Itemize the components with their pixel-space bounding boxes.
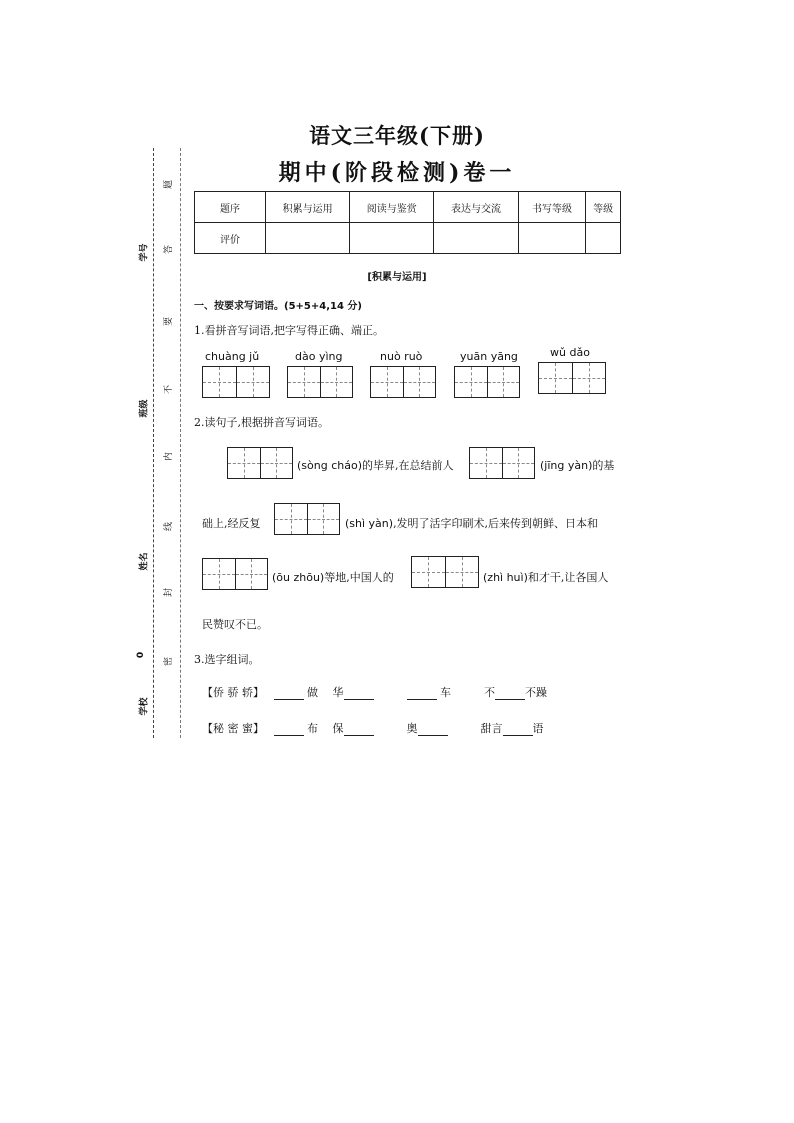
score-col-header: 题序	[195, 192, 266, 223]
sentence-pinyin: (sòng cháo)	[297, 459, 362, 472]
section-tag: [积累与运用]	[367, 272, 427, 283]
seal-char: 密	[164, 656, 175, 667]
group-item: 语	[532, 722, 544, 735]
answer-blank[interactable]	[344, 724, 374, 736]
answer-blank[interactable]	[274, 724, 304, 736]
name-label: 姓名	[139, 552, 150, 571]
score-cell[interactable]	[586, 223, 621, 254]
group-item: 不躁	[525, 686, 547, 699]
answer-blank[interactable]	[274, 688, 304, 700]
question-heading: 一、按要求写词语。(5+5+4,14 分)	[194, 301, 362, 312]
score-row-label: 评价	[195, 223, 266, 254]
sentence-text: 和才干,让各国人	[527, 571, 609, 584]
group-item: 车	[440, 686, 451, 699]
answer-blank[interactable]	[503, 724, 533, 736]
sentence-line-1b	[540, 457, 614, 473]
writing-grid[interactable]	[274, 503, 340, 535]
group-item: 做	[307, 686, 318, 699]
writing-grid[interactable]	[287, 366, 353, 398]
score-col-header: 表达与交流	[434, 192, 518, 223]
score-col-header: 书写等级	[518, 192, 586, 223]
group-item: 布	[307, 722, 318, 735]
group-label: 【秘 密 蜜】	[202, 722, 264, 735]
sentence-pinyin: (ōu zhōu)	[272, 571, 325, 584]
pinyin-label: yuān yāng	[460, 350, 518, 363]
score-cell[interactable]	[350, 223, 434, 254]
writing-grid[interactable]	[538, 362, 606, 394]
word-group-1	[202, 684, 547, 700]
group-item: 保	[332, 722, 344, 735]
pinyin-label: chuàng jǔ	[205, 350, 260, 363]
answer-blank[interactable]	[344, 688, 374, 700]
writing-grid[interactable]	[411, 556, 479, 588]
seal-char: 线	[164, 521, 175, 532]
sentence-line-3b	[483, 569, 608, 585]
class-label: 班级	[139, 399, 150, 418]
writing-grid[interactable]	[454, 366, 520, 398]
sentence-text: 的基	[592, 459, 615, 472]
score-col-header: 等级	[586, 192, 621, 223]
student-id-label: 学号	[139, 243, 150, 262]
group-label: 【侨 骄 轿】	[202, 686, 264, 699]
writing-grid[interactable]	[202, 558, 268, 590]
pinyin-label: dào yìng	[295, 350, 343, 363]
sentence-line-2: 础上,经反复	[202, 517, 261, 530]
score-cell[interactable]	[266, 223, 350, 254]
sentence-text: ,发明了活字印刷术,后来传到朝鲜、日本和	[393, 517, 599, 530]
zero-mark: 0	[136, 651, 147, 659]
exam-subtitle: 期中(阶段检测)卷一	[278, 160, 516, 186]
group-item: 不	[484, 686, 495, 699]
seal-char: 不	[164, 384, 175, 395]
answer-blank[interactable]	[407, 688, 437, 700]
sentence-line-3	[272, 569, 394, 585]
part3-instruction: 3.选字组词。	[194, 653, 260, 666]
score-cell[interactable]	[434, 223, 518, 254]
group-item: 华	[332, 686, 344, 699]
sentence-text: 等地,中国人的	[324, 571, 394, 584]
part1-instruction: 1.看拼音写词语,把字写得正确、端正。	[194, 324, 384, 337]
seal-char: 题	[164, 179, 175, 190]
part2-instruction: 2.读句子,根据拼音写词语。	[194, 416, 329, 429]
binding-dashed-line	[153, 148, 154, 738]
sentence-text: 的毕昇,在总结前人	[362, 459, 454, 472]
score-col-header: 积累与运用	[266, 192, 350, 223]
score-table	[194, 191, 621, 254]
exam-title: 语文三年级(下册)	[309, 123, 485, 148]
pinyin-label: wǔ dǎo	[550, 346, 590, 359]
sentence-line-2b	[345, 515, 598, 531]
word-group-2	[202, 720, 544, 736]
group-item: 奥	[406, 722, 418, 735]
seal-char: 答	[164, 244, 175, 255]
sentence-pinyin: (zhì huì)	[483, 571, 528, 584]
score-col-header: 阅读与鉴赏	[350, 192, 434, 223]
sentence-line-1	[297, 457, 454, 473]
answer-blank[interactable]	[495, 688, 525, 700]
pinyin-label: nuò ruò	[380, 350, 423, 363]
sentence-pinyin: (jīng yàn)	[540, 459, 593, 472]
answer-blank[interactable]	[418, 724, 448, 736]
sentence-line-4: 民赞叹不已。	[202, 618, 268, 631]
seal-char: 封	[164, 587, 175, 598]
group-item: 甜言	[480, 722, 503, 735]
sentence-pinyin: (shì yàn)	[345, 517, 394, 530]
seal-char: 要	[164, 316, 175, 327]
writing-grid[interactable]	[370, 366, 436, 398]
binding-dashed-line-inner	[180, 148, 181, 738]
seal-char: 内	[164, 451, 175, 462]
writing-grid[interactable]	[469, 447, 535, 479]
writing-grid[interactable]	[202, 366, 270, 398]
writing-grid[interactable]	[227, 447, 293, 479]
school-label: 学校	[139, 697, 150, 716]
score-cell[interactable]	[518, 223, 586, 254]
